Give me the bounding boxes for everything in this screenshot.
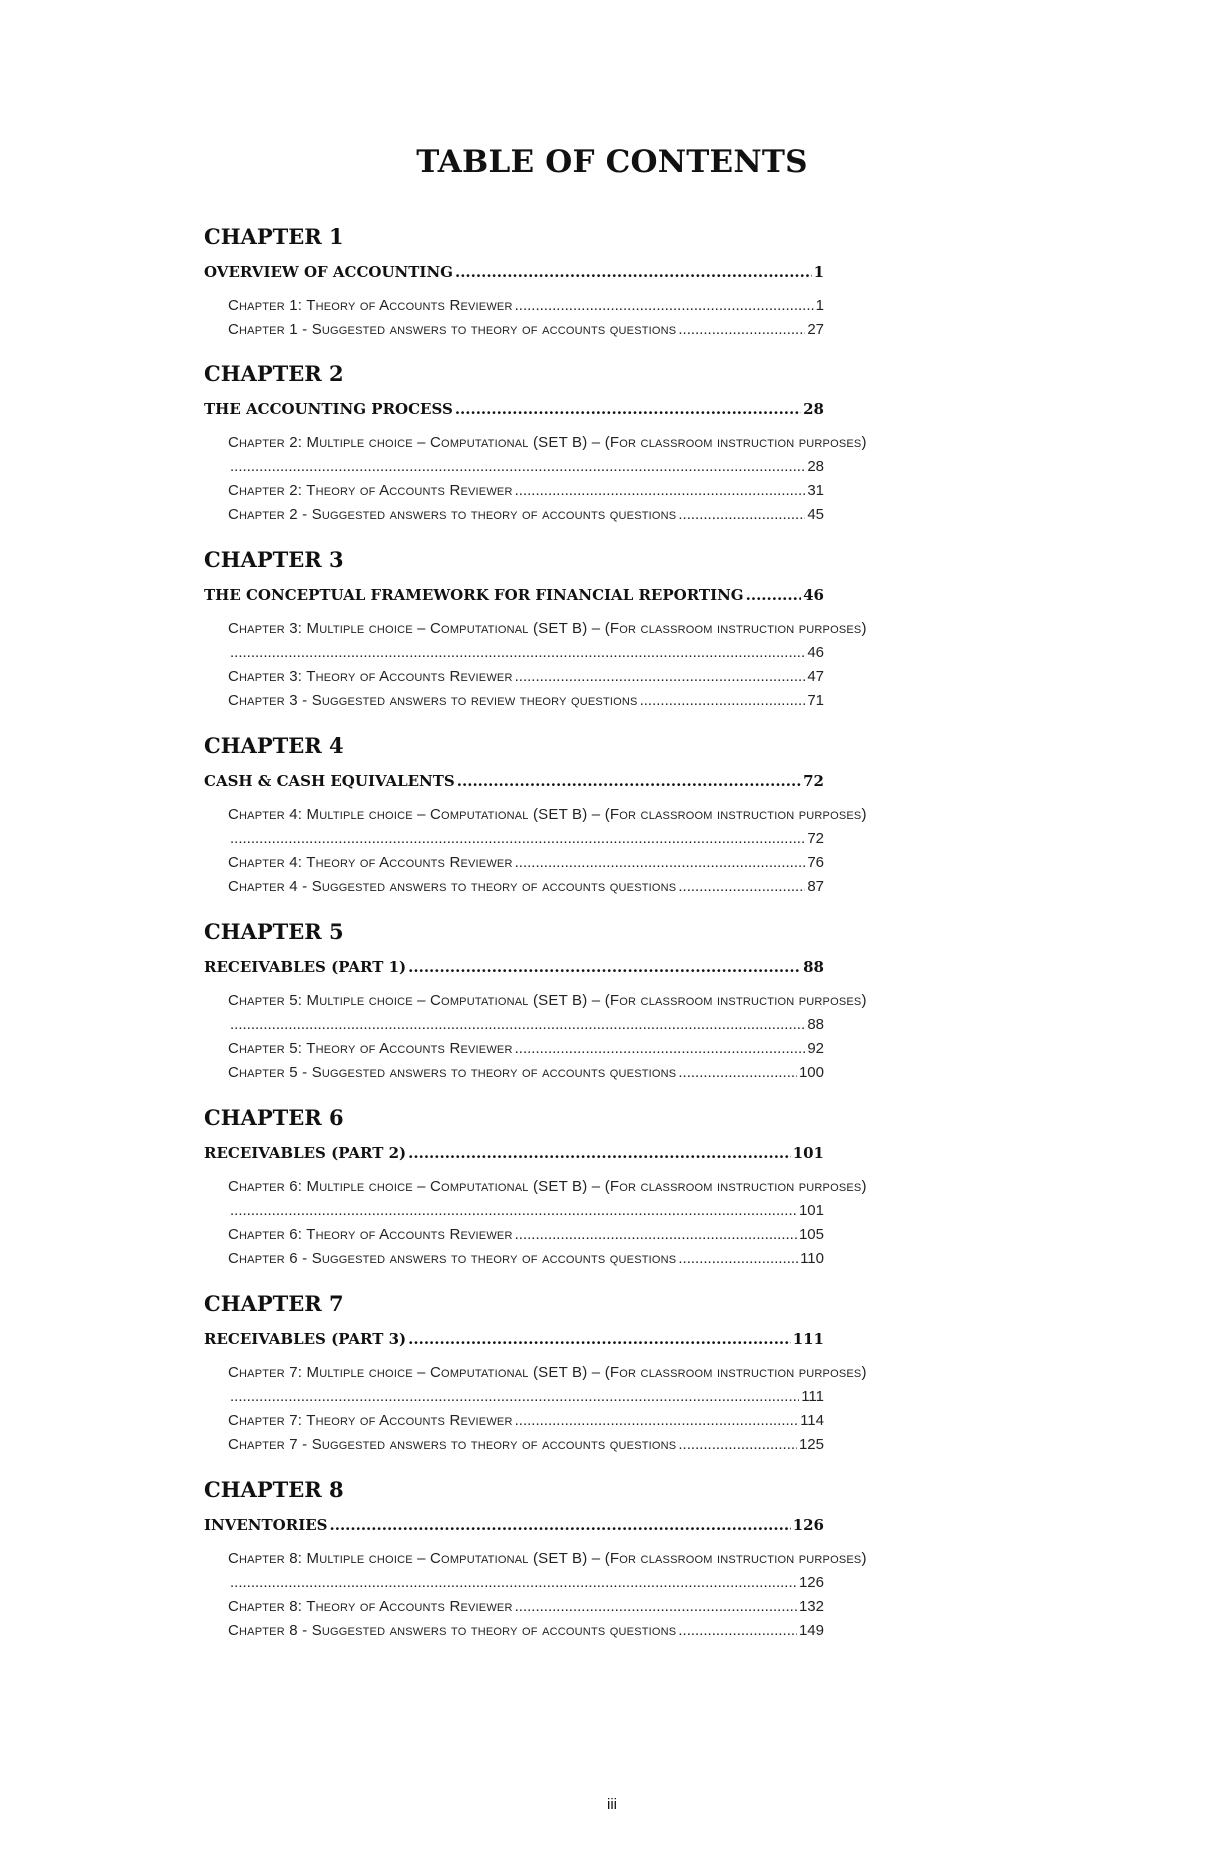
chapter-heading: CHAPTER 7 [204, 1291, 344, 1316]
dot-leader [746, 583, 802, 607]
entry-list [204, 1361, 867, 1457]
chapter-heading: CHAPTER 3 [204, 547, 344, 572]
entry-title: Chapter 4: Theory of Accounts Reviewer [228, 854, 513, 871]
toc-entry-link[interactable]: Chapter 5: Multiple choice – Computational (SET B) – (For classroom instruction purposes) [228, 992, 867, 1009]
chapter-block-6 [204, 1103, 867, 1271]
chapter-heading: CHAPTER 1 [204, 224, 344, 249]
chapter-block-7 [204, 1289, 867, 1457]
dot-leader [457, 769, 801, 793]
chapter-block-4 [204, 731, 867, 899]
toc-entry-link[interactable] [228, 1409, 824, 1433]
entry-page-number: 88 [807, 1016, 824, 1033]
dot-leader [515, 665, 806, 689]
entry-list [204, 1175, 867, 1271]
toc-section-link[interactable] [204, 260, 824, 284]
entry-title: Chapter 6 - Suggested answers to theory of accounts questions [228, 1250, 677, 1267]
toc-section-link[interactable] [204, 397, 824, 421]
toc-entry-link[interactable] [228, 1595, 824, 1619]
entry-page-number: 110 [800, 1250, 824, 1267]
toc-entry-link[interactable]: Chapter 6: Multiple choice – Computational (SET B) – (For classroom instruction purposes) [228, 1178, 867, 1195]
section-page-number: 46 [803, 586, 824, 604]
dot-leader [330, 1513, 791, 1537]
entry-title: Chapter 2 - Suggested answers to theory of accounts questions [228, 506, 677, 523]
toc-entry-link[interactable] [228, 318, 824, 342]
toc-entry-link[interactable] [228, 689, 824, 713]
entry-title: Chapter 2: Theory of Accounts Reviewer [228, 482, 513, 499]
entry-title: Chapter 6: Theory of Accounts Reviewer [228, 1226, 513, 1243]
entry-page-number: 76 [807, 854, 824, 871]
entry-page-number: 31 [807, 482, 824, 499]
entry-title: Chapter 3 - Suggested answers to review theory questions [228, 692, 638, 709]
entry-page-number: 100 [798, 1064, 824, 1081]
toc-entry-link[interactable] [228, 294, 824, 318]
entry-title: Chapter 7 - Suggested answers to theory of accounts questions [228, 1436, 677, 1453]
dot-leader [408, 1327, 791, 1351]
dot-leader [678, 1619, 797, 1643]
entry-page-number: 149 [798, 1622, 824, 1639]
chapter-block-5 [204, 917, 867, 1085]
toc-entry-continuation [228, 1199, 824, 1223]
entry-page-number: 126 [798, 1574, 824, 1591]
dot-leader [515, 1595, 797, 1619]
dot-leader [678, 1247, 798, 1271]
dot-leader [230, 455, 805, 479]
entry-page-number: 111 [801, 1388, 824, 1405]
page-number: iii [607, 1796, 617, 1813]
toc-entry-link[interactable] [228, 1433, 824, 1457]
entry-page-number: 132 [798, 1598, 824, 1615]
dot-leader [408, 1141, 791, 1165]
dot-leader [230, 1013, 805, 1037]
entry-page-number: 105 [798, 1226, 824, 1243]
section-page-number: 126 [792, 1516, 824, 1534]
entry-title: Chapter 1: Theory of Accounts Reviewer [228, 297, 513, 314]
toc-entry-link[interactable] [228, 1223, 824, 1247]
toc-section-link[interactable] [204, 769, 824, 793]
section-page-number: 1 [813, 263, 824, 281]
chapter-heading: CHAPTER 4 [204, 733, 344, 758]
toc-entry-link[interactable] [228, 479, 824, 503]
entry-title: Chapter 3: Theory of Accounts Reviewer [228, 668, 513, 685]
entry-list [204, 294, 824, 342]
entry-page-number: 71 [807, 692, 824, 709]
dot-leader [230, 1571, 797, 1595]
toc-entry-link[interactable]: Chapter 8: Multiple choice – Computational (SET B) – (For classroom instruction purposes) [228, 1550, 867, 1567]
section-title: INVENTORIES [204, 1516, 328, 1534]
toc-entry-link[interactable] [228, 875, 824, 899]
chapter-heading: CHAPTER 5 [204, 919, 344, 944]
entry-page-number: 27 [807, 321, 824, 338]
chapter-block-3 [204, 545, 867, 713]
dot-leader [678, 503, 805, 527]
toc-entry-continuation [228, 1013, 824, 1037]
dot-leader [230, 1199, 797, 1223]
entry-title: Chapter 7: Theory of Accounts Reviewer [228, 1412, 513, 1429]
toc-section-link[interactable] [204, 1513, 824, 1537]
dot-leader [678, 318, 805, 342]
entry-list [204, 989, 867, 1085]
section-page-number: 101 [792, 1144, 824, 1162]
dot-leader [678, 1061, 797, 1085]
entry-page-number: 47 [807, 668, 824, 685]
section-title: OVERVIEW OF ACCOUNTING [204, 263, 453, 281]
section-title: RECEIVABLES (PART 2) [204, 1144, 407, 1162]
chapter-block-8 [204, 1475, 867, 1643]
dot-leader [230, 641, 805, 665]
chapter-block-1 [204, 222, 824, 342]
entry-title: Chapter 5: Theory of Accounts Reviewer [228, 1040, 513, 1057]
chapter-heading: CHAPTER 8 [204, 1477, 344, 1502]
section-title: RECEIVABLES (PART 1) [204, 958, 407, 976]
toc-entry-continuation [228, 1571, 824, 1595]
chapter-block-2 [204, 359, 867, 527]
entry-page-number: 1 [815, 297, 824, 314]
chapter-heading: CHAPTER 2 [204, 361, 344, 386]
toc-section-link[interactable] [204, 955, 824, 979]
section-title: THE ACCOUNTING PROCESS [204, 400, 453, 418]
section-page-number: 111 [792, 1330, 824, 1348]
toc-entry-link[interactable] [228, 1061, 824, 1085]
entry-page-number: 92 [807, 1040, 824, 1057]
dot-leader [230, 1385, 799, 1409]
toc-entry-link[interactable]: Chapter 2: Multiple choice – Computational (SET B) – (For classroom instruction purposes) [228, 434, 867, 451]
dot-leader [515, 1037, 806, 1061]
section-title: CASH & CASH EQUIVALENTS [204, 772, 455, 790]
dot-leader [455, 397, 801, 421]
dot-leader [230, 827, 805, 851]
toc-entry-link[interactable] [228, 1247, 824, 1271]
entry-page-number: 72 [807, 830, 824, 847]
section-title: THE CONCEPTUAL FRAMEWORK FOR FINANCIAL REPORTING [204, 586, 744, 604]
entry-page-number: 101 [798, 1202, 824, 1219]
entry-page-number: 114 [800, 1412, 824, 1429]
toc-entry-link[interactable]: Chapter 4: Multiple choice – Computational (SET B) – (For classroom instruction purposes) [228, 806, 867, 823]
toc-entry-continuation [228, 641, 824, 665]
entry-list [204, 617, 867, 713]
entry-list [204, 1547, 867, 1643]
dot-leader [515, 1409, 798, 1433]
dot-leader [678, 875, 805, 899]
toc-entry-link[interactable] [228, 1619, 824, 1643]
toc-entry-link[interactable] [228, 851, 824, 875]
toc-entry-link[interactable] [228, 503, 824, 527]
dot-leader [515, 1223, 797, 1247]
toc-title: TABLE OF CONTENTS [416, 144, 808, 180]
toc-entry-link[interactable]: Chapter 7: Multiple choice – Computational (SET B) – (For classroom instruction purposes) [228, 1364, 867, 1381]
entry-page-number: 28 [807, 458, 824, 475]
dot-leader [515, 479, 806, 503]
toc-section-link[interactable] [204, 1327, 824, 1351]
dot-leader [515, 294, 814, 318]
toc-entry-link[interactable]: Chapter 3: Multiple choice – Computational (SET B) – (For classroom instruction purposes) [228, 620, 867, 637]
entry-title: Chapter 8: Theory of Accounts Reviewer [228, 1598, 513, 1615]
dot-leader [640, 689, 806, 713]
entry-page-number: 87 [807, 878, 824, 895]
section-page-number: 72 [803, 772, 824, 790]
entry-title: Chapter 5 - Suggested answers to theory of accounts questions [228, 1064, 677, 1081]
entry-page-number: 45 [807, 506, 824, 523]
toc-section-link[interactable] [204, 1141, 824, 1165]
toc-section-link[interactable] [204, 583, 824, 607]
dot-leader [455, 260, 812, 284]
dot-leader [678, 1433, 797, 1457]
entry-list [204, 431, 867, 527]
section-title: RECEIVABLES (PART 3) [204, 1330, 407, 1348]
toc-entry-link[interactable] [228, 665, 824, 689]
dot-leader [515, 851, 806, 875]
section-page-number: 28 [803, 400, 824, 418]
entry-page-number: 125 [798, 1436, 824, 1453]
entry-page-number: 46 [807, 644, 824, 661]
toc-entry-continuation [228, 455, 824, 479]
dot-leader [408, 955, 801, 979]
toc-entry-continuation [228, 827, 824, 851]
toc-entry-link[interactable] [228, 1037, 824, 1061]
chapter-heading: CHAPTER 6 [204, 1105, 344, 1130]
toc-entry-continuation [228, 1385, 824, 1409]
section-page-number: 88 [803, 958, 824, 976]
entry-title: Chapter 8 - Suggested answers to theory of accounts questions [228, 1622, 677, 1639]
entry-title: Chapter 4 - Suggested answers to theory of accounts questions [228, 878, 677, 895]
entry-title: Chapter 1 - Suggested answers to theory of accounts questions [228, 321, 677, 338]
entry-list [204, 803, 867, 899]
